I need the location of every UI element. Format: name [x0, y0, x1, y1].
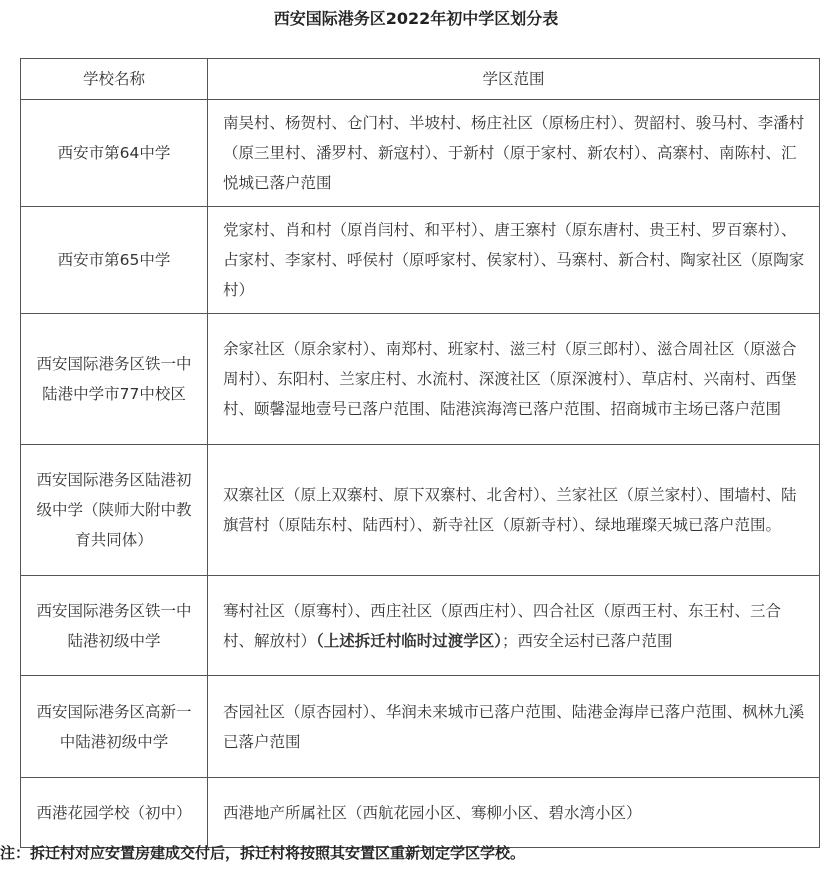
header-district-range: 学区范围: [208, 59, 820, 100]
table-header-row: [21, 59, 820, 100]
district-range-cell: 南吴村、杨贺村、仓门村、半坡村、杨庄社区（原杨庄村）、贺韶村、骏马村、李潘村（原三里村、潘罗村、新寇村）、于新村（原于家村、新农村）、高寨村、南陈村、汇悦城已落户范围: [208, 100, 820, 207]
table-row: [21, 314, 820, 445]
temporary-district-note: （上述拆迁村临时过渡学区）: [316, 631, 503, 650]
school-name-cell: 西安市第65中学: [21, 207, 208, 314]
header-school-name: 学校名称: [21, 59, 208, 100]
table-row: [21, 207, 820, 314]
district-range-cell: 双寨社区（原上双寨村、原下双寨村、北舍村）、兰家社区（原兰家村）、围墙村、陆旗营村（原陆东村、陆西村）、新寺社区（原新寺村）、绿地璀璨天城已落户范围。: [208, 445, 820, 576]
table-row: [21, 676, 820, 778]
school-name-cell: 西安国际港务区高新一中陆港初级中学: [21, 676, 208, 778]
table-row: [21, 778, 820, 848]
school-name-cell: 西港花园学校（初中）: [21, 778, 208, 848]
district-range-text: 骞村社区（原骞村）、西庄社区（原西庄村）、四合社区（原西王村、东王村、三合村、解放村）: [223, 601, 782, 650]
district-range-cell: [208, 576, 820, 676]
table-row: [21, 576, 820, 676]
footnote: 注：拆迁村对应安置房建成交付后，拆迁村将按照其安置区重新划定学区学校。: [0, 844, 526, 862]
school-name-cell: 西安市第64中学: [21, 100, 208, 207]
district-range-cell: 杏园社区（原杏园村）、华润未来城市已落户范围、陆港金海岸已落户范围、枫林九溪已落户范围: [208, 676, 820, 778]
page-title: 西安国际港务区2022年初中学区划分表: [273, 9, 559, 28]
school-name-cell: 西安国际港务区陆港初级中学（陕师大附中教育共同体）: [21, 445, 208, 576]
school-name-cell: 西安国际港务区铁一中陆港中学市77中校区: [21, 314, 208, 445]
district-range-text: ；西安全运村已落户范围: [502, 631, 673, 650]
table-row: [21, 445, 820, 576]
school-name-cell: 西安国际港务区铁一中陆港初级中学: [21, 576, 208, 676]
school-district-table: [20, 58, 820, 848]
table-row: [21, 100, 820, 207]
district-range-cell: 党家村、肖和村（原肖闫村、和平村）、唐王寨村（原东唐村、贵王村、罗百寨村）、占家村、李家村、呼侯村（原呼家村、侯家村）、马寨村、新合村、陶家社区（原陶家村）: [208, 207, 820, 314]
district-range-cell: 余家社区（原余家村）、南郑村、班家村、滋三村（原三郎村）、滋合周社区（原滋合周村）、东阳村、兰家庄村、水流村、深渡社区（原深渡村）、草店村、兴南村、西堡村、颐馨湿地壹号已落户范围、陆港滨海湾已落户范围、招商城市主场已落户范围: [208, 314, 820, 445]
district-range-cell: 西港地产所属社区（西航花园小区、骞柳小区、碧水湾小区）: [208, 778, 820, 848]
